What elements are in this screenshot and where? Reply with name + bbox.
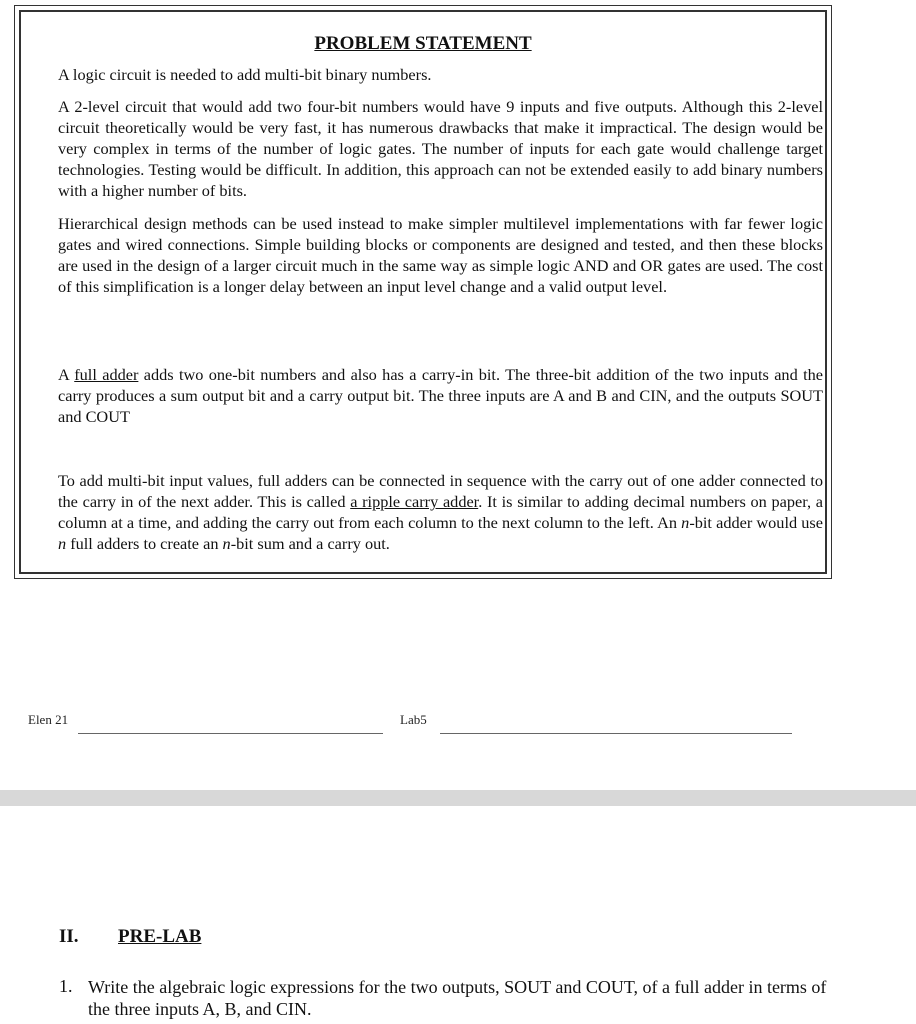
footer-lab-line — [440, 733, 792, 734]
footer-course-line — [78, 733, 383, 734]
paragraph-two-level-circuit: A 2-level circuit that would add two four-bit numbers would have 9 inputs and five outputs. Although this 2-level circuit theoretically would be very fast, it has numerous drawbacks that make it impractical. The design would be very complex in terms of the number of logic gates. The number of inputs for each gate would challenge target technologies. Testing would be difficult. In addition, this approach can not be extended easily to add binary numbers with a higher number of bits. — [58, 97, 823, 200]
page-separator — [0, 790, 916, 806]
paragraph-ripple-carry-adder: To add multi-bit input values, full adders can be connected in sequence with the carry out of one adder connected to the carry in of the next adder. This is called a ripple carry adder. It is similar to adding decimal numbers on paper, a column at a time, and adding the carry out from each column to the next column to the left. An n-bit adder would use n full adders to create an n-bit sum and a carry out. — [58, 471, 823, 553]
prelab-question-text: Write the algebraic logic expressions for the two outputs, SOUT and COUT, of a full adder in terms of the three inputs A, B, and CIN. — [88, 977, 827, 1019]
ripple-carry-adder-term: a ripple carry adder — [350, 492, 479, 511]
footer-course: Elen 21 — [28, 712, 69, 727]
footer-lab: Lab5 — [400, 712, 427, 727]
full-adder-term: full adder — [74, 365, 139, 384]
document-page-2 — [0, 806, 916, 1024]
paragraph-intro: A logic circuit is needed to add multi-bit binary numbers. — [58, 65, 432, 84]
prelab-question-number: 1. — [59, 976, 73, 996]
prelab-section-title: PRE-LAB — [118, 926, 202, 947]
problem-statement-box — [14, 5, 832, 579]
prelab-section-number: II. — [59, 926, 79, 947]
paragraph-hierarchical-design: Hierarchical design methods can be used instead to make simpler multilevel implementations with far fewer logic gates and wired connections. Simple building blocks or components are designed and tested, and then these blocks are used in the design of a larger circuit much in the same way as simple logic AND and OR gates are used. The cost of this simplification is a longer delay between an input level change and a valid output level. — [58, 214, 823, 296]
paragraph-full-adder: A full adder adds two one-bit numbers and also has a carry-in bit. The three-bit addition of the two inputs and the carry produces a sum output bit and a carry output bit. The three inputs are A and B and CIN, and the outputs SOUT and COUT — [58, 365, 823, 426]
problem-statement-title: PROBLEM STATEMENT — [314, 33, 532, 54]
